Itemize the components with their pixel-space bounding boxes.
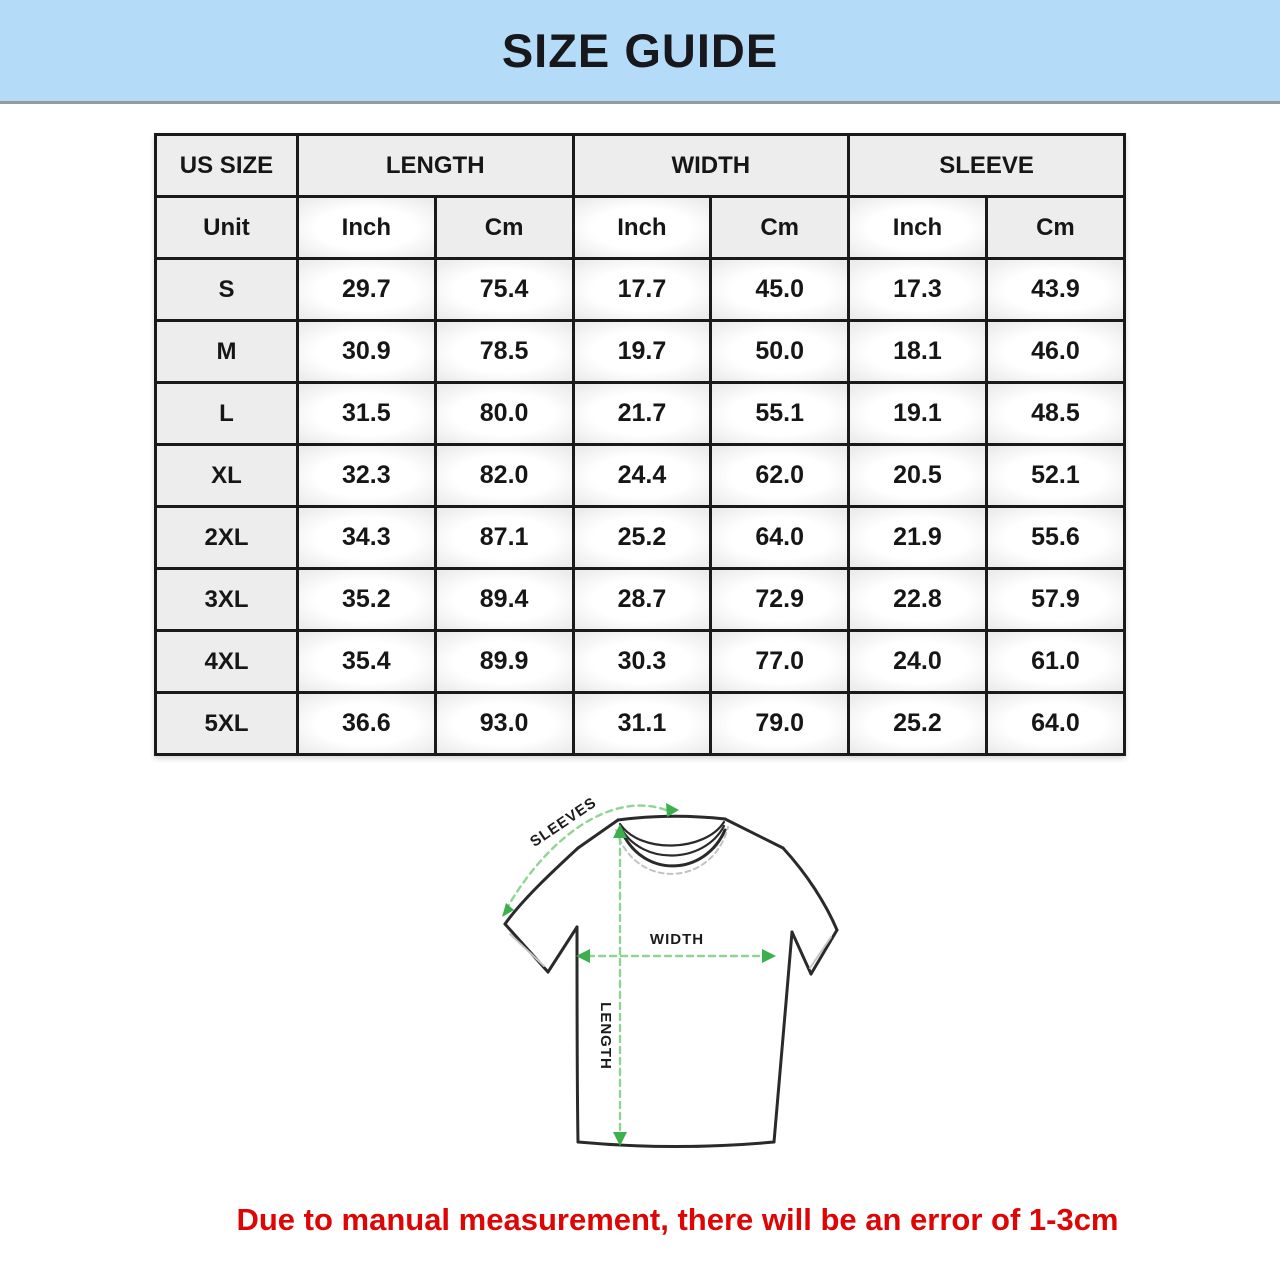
value-cell: 18.1	[849, 321, 987, 383]
size-cell: 5XL	[156, 693, 298, 755]
value-cell: 31.1	[573, 693, 711, 755]
value-cell: 52.1	[986, 445, 1124, 507]
value-cell: 80.0	[435, 383, 573, 445]
value-cell: 50.0	[711, 321, 849, 383]
width-label: WIDTH	[649, 931, 705, 948]
size-cell: 2XL	[156, 507, 298, 569]
table-row	[156, 693, 1125, 755]
value-cell: 25.2	[849, 693, 987, 755]
value-cell: 64.0	[711, 507, 849, 569]
value-cell: 20.5	[849, 445, 987, 507]
table-row	[156, 445, 1125, 507]
col-header-sleeve: SLEEVE	[849, 135, 1125, 197]
width-arrowhead-right	[762, 949, 776, 963]
page-title: SIZE GUIDE	[501, 24, 779, 77]
col-header-length: LENGTH	[297, 135, 573, 197]
value-cell: 43.9	[986, 259, 1124, 321]
value-cell: 19.7	[573, 321, 711, 383]
table-row	[156, 259, 1125, 321]
unit-sleeve-cm: Cm	[986, 197, 1124, 259]
unit-length-cm: Cm	[435, 197, 573, 259]
value-cell: 25.2	[573, 507, 711, 569]
size-cell: L	[156, 383, 298, 445]
value-cell: 64.0	[986, 693, 1124, 755]
value-cell: 72.9	[711, 569, 849, 631]
unit-label: Unit	[156, 197, 298, 259]
value-cell: 79.0	[711, 693, 849, 755]
value-cell: 21.7	[573, 383, 711, 445]
value-cell: 55.1	[711, 383, 849, 445]
unit-row	[156, 197, 1125, 259]
value-cell: 35.2	[297, 569, 435, 631]
value-cell: 82.0	[435, 445, 573, 507]
value-cell: 29.7	[297, 259, 435, 321]
value-cell: 61.0	[986, 631, 1124, 693]
value-cell: 45.0	[711, 259, 849, 321]
unit-sleeve-inch: Inch	[849, 197, 987, 259]
value-cell: 35.4	[297, 631, 435, 693]
value-cell: 31.5	[297, 383, 435, 445]
value-cell: 46.0	[986, 321, 1124, 383]
value-cell: 57.9	[986, 569, 1124, 631]
value-cell: 78.5	[435, 321, 573, 383]
table-row	[156, 569, 1125, 631]
unit-width-cm: Cm	[711, 197, 849, 259]
value-cell: 17.7	[573, 259, 711, 321]
tshirt-outline	[505, 816, 837, 1146]
value-cell: 19.1	[849, 383, 987, 445]
value-cell: 24.0	[849, 631, 987, 693]
value-cell: 17.3	[849, 259, 987, 321]
value-cell: 93.0	[435, 693, 573, 755]
size-table	[154, 133, 1126, 756]
measurement-error-note: Due to manual measurement, there will be an error of 1-3cm	[236, 1202, 1119, 1237]
value-cell: 30.3	[573, 631, 711, 693]
size-cell: M	[156, 321, 298, 383]
value-cell: 21.9	[849, 507, 987, 569]
col-header-width: WIDTH	[573, 135, 849, 197]
unit-width-inch: Inch	[573, 197, 711, 259]
value-cell: 62.0	[711, 445, 849, 507]
value-cell: 34.3	[297, 507, 435, 569]
length-label: LENGTH	[597, 1002, 614, 1070]
group-header-row	[156, 135, 1125, 197]
size-cell: S	[156, 259, 298, 321]
value-cell: 77.0	[711, 631, 849, 693]
unit-length-inch: Inch	[297, 197, 435, 259]
sleeves-label: SLEEVES	[527, 793, 600, 851]
value-cell: 36.6	[297, 693, 435, 755]
size-cell: XL	[156, 445, 298, 507]
value-cell: 89.4	[435, 569, 573, 631]
value-cell: 22.8	[849, 569, 987, 631]
value-cell: 87.1	[435, 507, 573, 569]
table-row	[156, 631, 1125, 693]
table-row	[156, 383, 1125, 445]
tshirt-measurement-diagram	[480, 784, 920, 1184]
size-cell: 4XL	[156, 631, 298, 693]
value-cell: 28.7	[573, 569, 711, 631]
value-cell: 89.9	[435, 631, 573, 693]
value-cell: 75.4	[435, 259, 573, 321]
size-guide-banner	[0, 0, 1280, 104]
table-row	[156, 507, 1125, 569]
col-header-us-size: US SIZE	[156, 135, 298, 197]
value-cell: 30.9	[297, 321, 435, 383]
value-cell: 24.4	[573, 445, 711, 507]
table-row	[156, 321, 1125, 383]
size-cell: 3XL	[156, 569, 298, 631]
value-cell: 48.5	[986, 383, 1124, 445]
value-cell: 55.6	[986, 507, 1124, 569]
value-cell: 32.3	[297, 445, 435, 507]
